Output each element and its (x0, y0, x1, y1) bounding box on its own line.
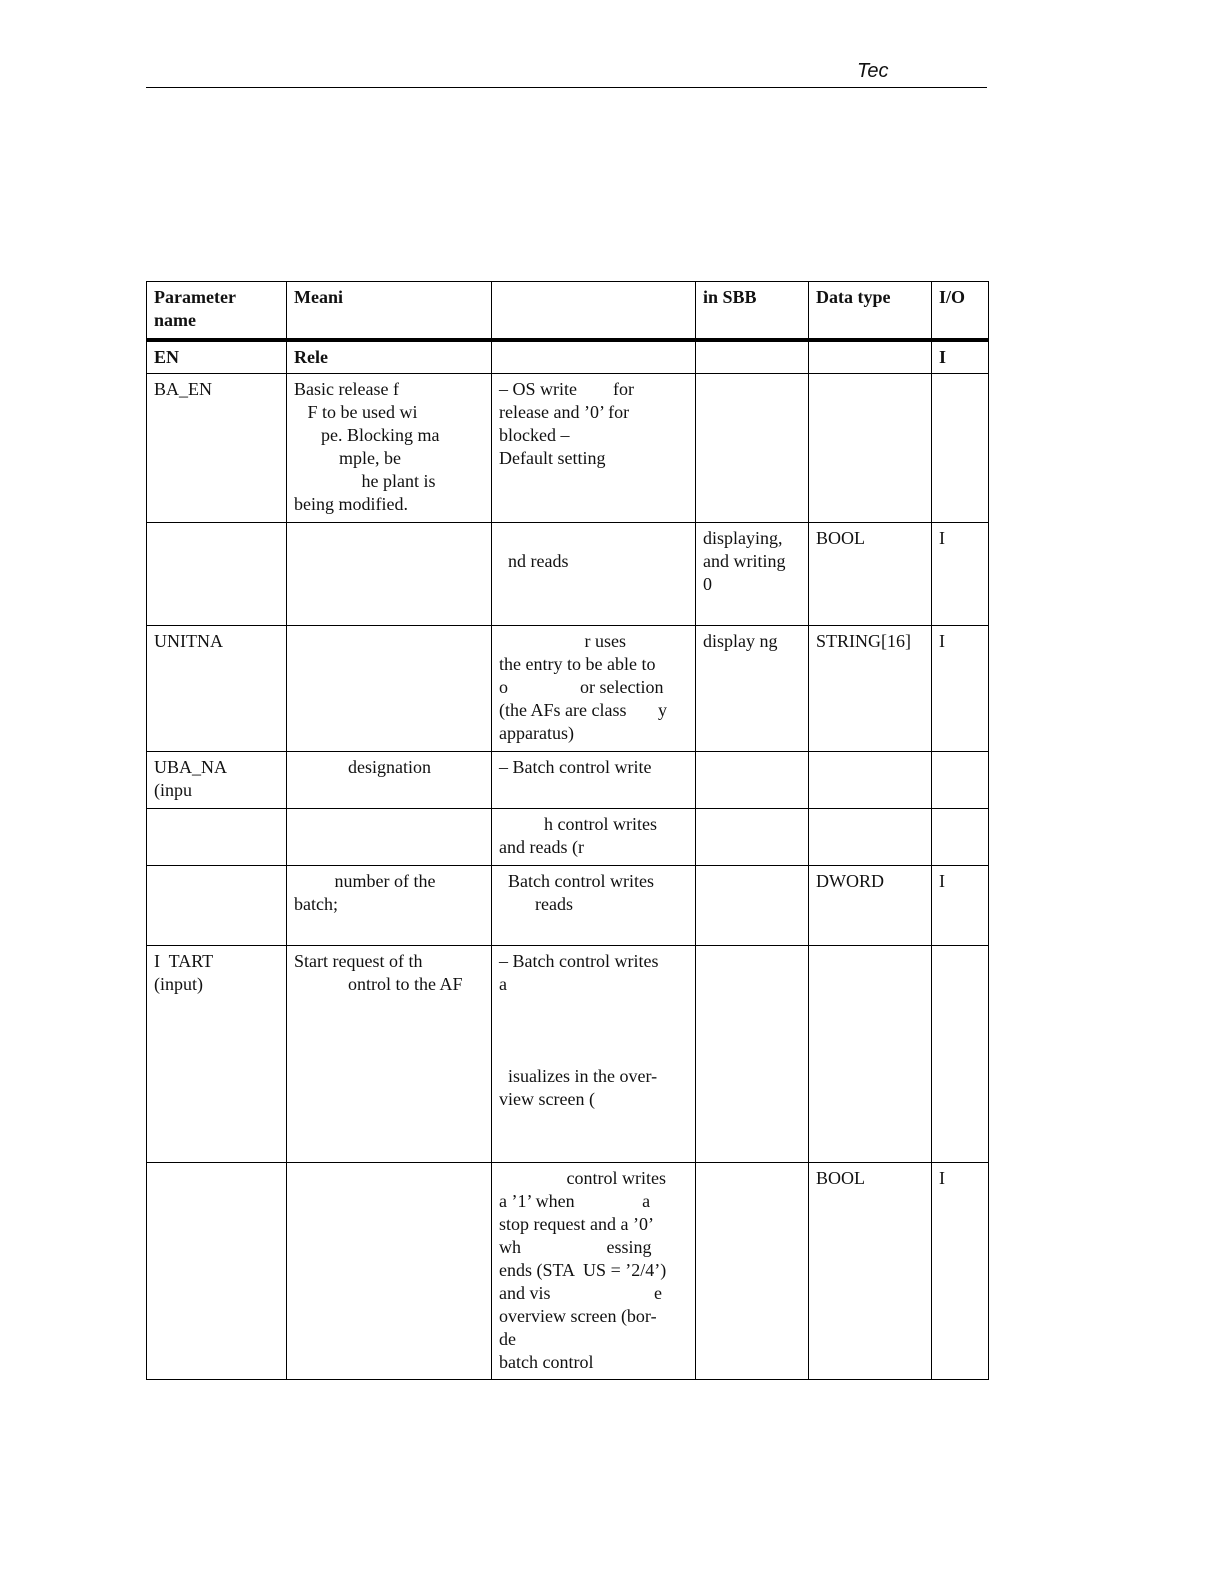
cell: h control writes and reads (r (492, 808, 696, 865)
cell (287, 625, 492, 751)
table-header-row (147, 282, 989, 340)
cell: I (932, 522, 989, 625)
cell (492, 340, 696, 374)
cell: I TART (input) (147, 945, 287, 1162)
cell: displaying, and writing 0 (696, 522, 809, 625)
cell (287, 808, 492, 865)
cell: Start request of th ontrol to the AF (287, 945, 492, 1162)
cell: Rele (287, 340, 492, 374)
cell: Batch control writes reads (492, 865, 696, 945)
cell (696, 808, 809, 865)
header-parameter-name: Parameter name (147, 282, 287, 340)
table-row (147, 373, 989, 522)
cell: – Batch control write (492, 751, 696, 808)
cell (696, 340, 809, 374)
table-row (147, 1162, 989, 1379)
cell (932, 373, 989, 522)
cell: number of the batch; (287, 865, 492, 945)
table-row (147, 340, 989, 374)
table-row (147, 625, 989, 751)
cell: BOOL (809, 1162, 932, 1379)
cell: designation (287, 751, 492, 808)
cell (809, 751, 932, 808)
cell: EN (147, 340, 287, 374)
cell: UBA_NA (inpu (147, 751, 287, 808)
table-row (147, 522, 989, 625)
cell: Basic release f F to be used wi pe. Blocking ma mple, be he plant is being modified. (287, 373, 492, 522)
cell: I (932, 865, 989, 945)
cell: r uses the entry to be able to o or selection (the AFs are class y apparatus) (492, 625, 696, 751)
cell: I (932, 1162, 989, 1379)
cell (147, 1162, 287, 1379)
parameter-table (146, 281, 989, 1380)
cell (147, 522, 287, 625)
table-row (147, 865, 989, 945)
cell (932, 945, 989, 1162)
cell (932, 751, 989, 808)
table-row (147, 945, 989, 1162)
cell (809, 340, 932, 374)
cell: I (932, 340, 989, 374)
header-col-3 (492, 282, 696, 340)
cell (147, 808, 287, 865)
cell (287, 1162, 492, 1379)
cell: I (932, 625, 989, 751)
cell (696, 945, 809, 1162)
cell: UNITNA (147, 625, 287, 751)
cell (287, 522, 492, 625)
header-data-type: Data type (809, 282, 932, 340)
cell: nd reads (492, 522, 696, 625)
cell: – Batch control writes a isualizes in the over- view screen ( (492, 945, 696, 1162)
header-meaning: Meani (287, 282, 492, 340)
cell (696, 373, 809, 522)
cell: control writes a ’1’ when a stop request and a ’0’ wh essing ends (STA US = ’2/4’) and vis e overview screen (bor- de batch control (492, 1162, 696, 1379)
cell (147, 865, 287, 945)
cell (696, 751, 809, 808)
cell (696, 1162, 809, 1379)
cell: BA_EN (147, 373, 287, 522)
cell: – OS write for release and ’0’ for blocked – Default setting (492, 373, 696, 522)
header-io: I/O (932, 282, 989, 340)
header-rule (146, 87, 987, 88)
table-row (147, 808, 989, 865)
cell (809, 945, 932, 1162)
cell (932, 808, 989, 865)
cell (809, 373, 932, 522)
cell: DWORD (809, 865, 932, 945)
cell: BOOL (809, 522, 932, 625)
running-header: Tec (857, 60, 889, 82)
header-in-sbb: in SBB (696, 282, 809, 340)
table-row (147, 751, 989, 808)
cell (809, 808, 932, 865)
cell: display ng (696, 625, 809, 751)
cell (696, 865, 809, 945)
cell: STRING[16] (809, 625, 932, 751)
